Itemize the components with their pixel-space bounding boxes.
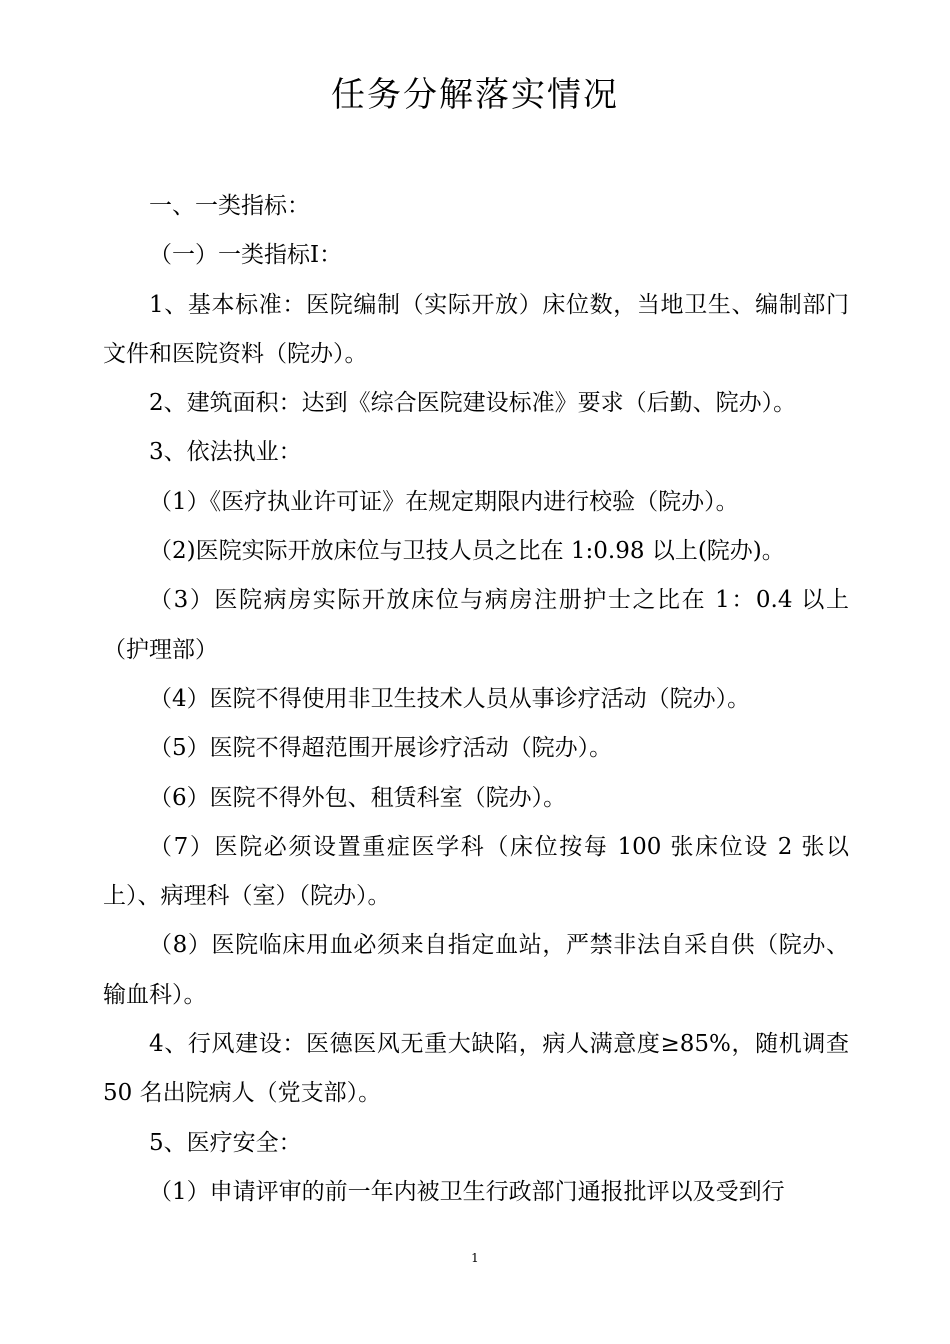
- paragraph-item-3: （3）医院病房实际开放床位与病房注册护士之比在 1：0.4 以上（护理部）: [103, 587, 849, 663]
- paragraph-safety-item-1: （1）申请评审的前一年内被卫生行政部门通报批评以及受到行: [149, 1178, 785, 1205]
- paragraph-ethics: 4、行风建设：医德医风无重大缺陷，病人满意度≥85%，随机调查 50 名出院病人（党支部）。: [103, 1031, 849, 1107]
- document-body: [103, 182, 849, 1217]
- paragraph-medical-safety: 5、医疗安全：: [149, 1129, 302, 1156]
- paragraph-item-6: （6）医院不得外包、租赁科室（院办）。: [149, 784, 567, 811]
- paragraph-section-1: 一、一类指标：: [149, 193, 310, 219]
- paragraph-item-8: （8）医院临床用血必须来自指定血站，严禁非法自采自供（院办、输血科）。: [103, 932, 849, 1008]
- paragraph-item-7: （7）医院必须设置重症医学科（床位按每 100 张床位设 2 张以上）、病理科（室）（院办）。: [103, 833, 849, 910]
- document-title: 任务分解落实情况: [331, 75, 619, 115]
- paragraph-item-2: （2)医院实际开放床位与卫技人员之比在 1:0.98 以上(院办)。: [149, 538, 785, 565]
- page-number: 1: [471, 1251, 479, 1265]
- paragraph-legal-practice: 3、依法执业：: [149, 439, 302, 466]
- paragraph-basic-standard: 1、基本标准：医院编制（实际开放）床位数，当地卫生、编制部门文件和医院资料（院办）。: [103, 291, 849, 367]
- paragraph-item-1: （1）《医疗执业许可证》在规定期限内进行校验（院办）。: [149, 488, 739, 515]
- paragraph-item-4: （4）医院不得使用非卫生技术人员从事诊疗活动（院办）。: [149, 685, 751, 712]
- paragraph-subsection-1: （一）一类指标Ⅰ：: [149, 242, 343, 269]
- paragraph-building-area: 2、建筑面积：达到《综合医院建设标准》要求（后勤、院办）。: [149, 390, 797, 417]
- paragraph-item-5: （5）医院不得超范围开展诊疗活动（院办）。: [149, 735, 613, 762]
